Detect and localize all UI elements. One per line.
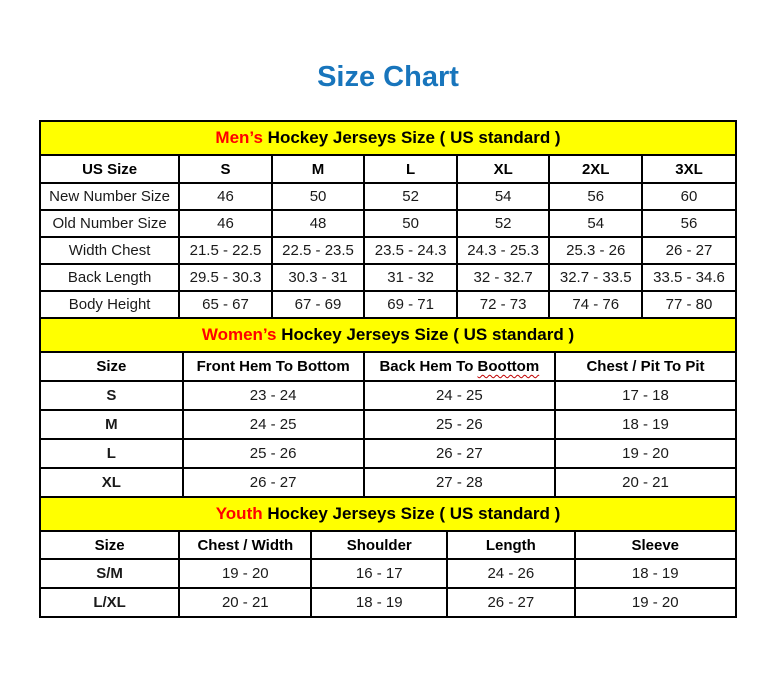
size-cell: 65 - 67 [179,291,272,318]
column-header: Chest / Width [179,531,311,559]
size-cell: 25.3 - 26 [549,237,642,264]
size-cell: 18 - 19 [555,410,736,439]
table-row [40,381,736,410]
column-header: Size [40,531,179,559]
size-cell: 24 - 25 [364,381,555,410]
table-row [40,264,736,291]
size-cell: 25 - 26 [183,439,364,468]
size-cell: 33.5 - 34.6 [642,264,736,291]
size-cell: 74 - 76 [549,291,642,318]
column-header: 2XL [549,155,642,183]
size-cell: 20 - 21 [555,468,736,497]
column-header: US Size [40,155,179,183]
size-cell: 69 - 71 [364,291,457,318]
section-band-youth [40,497,736,531]
size-cell: 25 - 26 [364,410,555,439]
misspelled-word: Boottom [477,358,540,375]
size-cell: 24 - 25 [183,410,364,439]
row-label: Back Length [40,264,179,291]
size-cell: 17 - 18 [555,381,736,410]
section-band-mens [40,121,736,155]
size-cell: 26 - 27 [642,237,736,264]
table-row [40,588,736,617]
size-cell: 19 - 20 [575,588,737,617]
size-cell: 21.5 - 22.5 [179,237,272,264]
size-cell: 26 - 27 [447,588,574,617]
size-cell: 32.7 - 33.5 [549,264,642,291]
row-label: S [40,381,183,410]
column-header: Length [447,531,574,559]
row-label: Old Number Size [40,210,179,237]
section-band-text: Hockey Jerseys Size ( US standard ) [276,325,575,344]
size-cell: 18 - 19 [575,559,737,588]
section-band-accent: Men’s [215,128,263,147]
size-cell: 67 - 69 [272,291,365,318]
size-cell: 52 [364,183,457,210]
column-header: Back Hem To Boottom [364,352,555,381]
size-cell: 19 - 20 [555,439,736,468]
size-cell: 23.5 - 24.3 [364,237,457,264]
size-cell: 46 [179,183,272,210]
size-chart-page [0,60,776,692]
row-label: New Number Size [40,183,179,210]
size-table-womens [39,317,737,498]
table-row [40,210,736,237]
size-cell: 18 - 19 [311,588,447,617]
row-label: Width Chest [40,237,179,264]
size-cell: 56 [642,210,736,237]
column-header: Sleeve [575,531,737,559]
size-cell: 24.3 - 25.3 [457,237,550,264]
size-cell: 20 - 21 [179,588,311,617]
size-cell: 54 [457,183,550,210]
table-row [40,559,736,588]
table-row [40,468,736,497]
table-row [40,291,736,318]
size-table-youth [39,496,737,618]
page-title: Size Chart [317,61,459,93]
row-label: XL [40,468,183,497]
table-row [40,410,736,439]
size-cell: 54 [549,210,642,237]
column-header: L [364,155,457,183]
size-cell: 50 [272,183,365,210]
size-cell: 27 - 28 [364,468,555,497]
size-cell: 77 - 80 [642,291,736,318]
column-header: Front Hem To Bottom [183,352,364,381]
size-cell: 32 - 32.7 [457,264,550,291]
section-band-accent: Youth [215,504,263,523]
section-band-text: Hockey Jerseys Size ( US standard ) [262,128,561,147]
table-row [40,237,736,264]
size-cell: 50 [364,210,457,237]
size-cell: 19 - 20 [179,559,311,588]
column-header: XL [457,155,550,183]
column-header: S [179,155,272,183]
column-header: 3XL [642,155,736,183]
size-cell: 23 - 24 [183,381,364,410]
column-header: Chest / Pit To Pit [555,352,736,381]
size-cell: 56 [549,183,642,210]
table-row [40,183,736,210]
column-header: Shoulder [311,531,447,559]
size-cell: 72 - 73 [457,291,550,318]
size-cell: 16 - 17 [311,559,447,588]
row-label: L/XL [40,588,179,617]
size-cell: 30.3 - 31 [272,264,365,291]
size-cell: 52 [457,210,550,237]
size-cell: 26 - 27 [364,439,555,468]
section-band-womens [40,318,736,352]
table-row [40,439,736,468]
size-cell: 29.5 - 30.3 [179,264,272,291]
size-cell: 46 [179,210,272,237]
size-table-mens [39,120,737,319]
column-header: Size [40,352,183,381]
row-label: S/M [40,559,179,588]
row-label: L [40,439,183,468]
row-label: M [40,410,183,439]
size-cell: 24 - 26 [447,559,574,588]
size-cell: 22.5 - 23.5 [272,237,365,264]
size-tables [39,120,737,618]
size-cell: 48 [272,210,365,237]
size-cell: 26 - 27 [183,468,364,497]
section-band-text: Hockey Jerseys Size ( US standard ) [262,504,561,523]
section-band-accent: Women’s [201,325,277,344]
size-cell: 31 - 32 [364,264,457,291]
row-label: Body Height [40,291,179,318]
column-header: M [272,155,365,183]
size-cell: 60 [642,183,736,210]
